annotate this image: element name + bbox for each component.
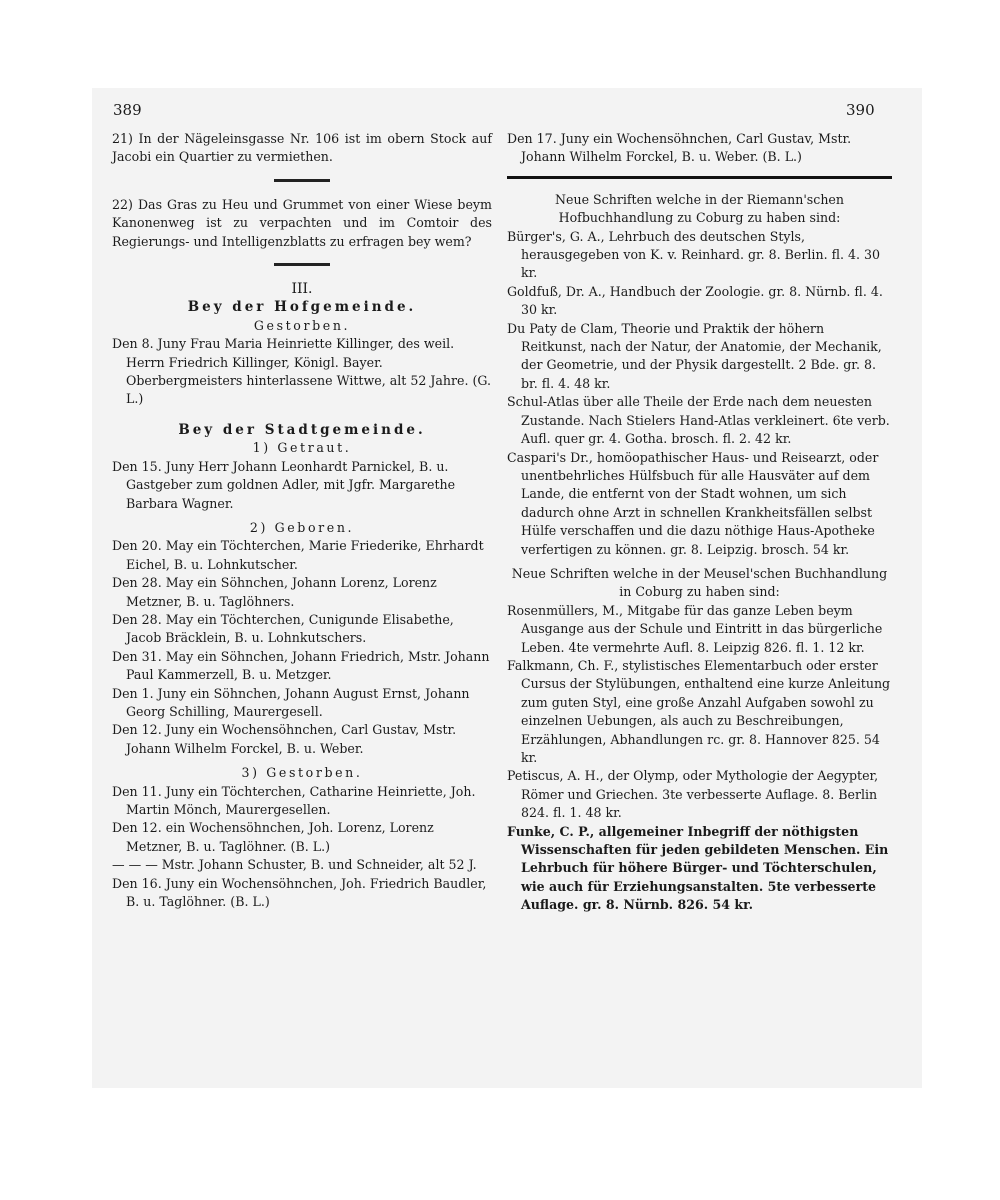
gestorben-heading: 3) Gestorben. <box>241 765 363 781</box>
hofgemeinde-heading: Bey der Hofgemeinde. <box>187 299 417 316</box>
book-listing: Falkmann, Ch. F., stylistisches Elementarbuch oder erster Cursus der Stylübungen, enthaltend eine kurze Anleitung zum guten Styl, eine große Anzahl Aufgaben sowohl zu einzelnen Uebungen, als auch zu Beschreibungen, Erzählungen, Abhandlungen rc. gr. 8. Hannover 825. 54 kr. <box>507 657 891 765</box>
left-column <box>112 130 492 911</box>
birth-entry: Den 28. May ein Söhnchen, Johann Lorenz, Lorenz Metzner, B. u. Taglöhners. <box>112 575 437 609</box>
notice-21: 21) In der Nägeleinsgasse Nr. 106 ist im obern Stock auf Jacobi ein Quartier zu vermiethen. <box>112 131 492 165</box>
notice-22: 22) Das Gras zu Heu und Grummet von einer Wiese beym Kanonenweg ist zu verpachten und im Comtoir des Regierungs- und Intelligenzblatts zu erfragen bey wem? <box>112 196 492 249</box>
hof-death-entry: Den 8. Juny Frau Maria Heinriette Killinger, des weil. Herrn Friedrich Killinger, Königl. Bayer. Oberbergmeisters hinterlassene Wittwe, alt 52 Jahre. (G. L.) <box>112 336 492 407</box>
birth-entry: Den 20. May ein Töchterchen, Marie Friederike, Ehrhardt Eichel, B. u. Lohnkutscher. <box>112 538 484 572</box>
book-listing: Bürger's, G. A., Lehrbuch des deutschen Styls, herausgegeben von K. v. Reinhard. gr. 8. Berlin. fl. 4. 30 kr. <box>507 228 881 281</box>
stadtgemeinde-heading: Bey der Stadtgemeinde. <box>178 421 426 438</box>
book-listing: Schul-Atlas über alle Theile der Erde nach dem neuesten Zustande. Nach Stielers Hand-Atlas verkleinert. 6te verb. Aufl. quer gr. 4. Gotha. brosch. fl. 2. 42 kr. <box>507 394 890 447</box>
page-number-left: 389 <box>113 101 142 119</box>
birth-entry: Den 28. May ein Töchterchen, Cunigunde Elisabethe, Jacob Bräcklein, B. u. Lohnkutschers. <box>112 611 454 646</box>
getraut-heading: 1) Getraut. <box>252 440 352 456</box>
book-listing: Goldfuß, Dr. A., Handbuch der Zoologie. gr. 8. Nürnb. fl. 4. 30 kr. <box>507 283 883 318</box>
hof-gestorben-heading: Gestorben. <box>253 317 351 333</box>
birth-entry: Den 12. Juny ein Wochensöhnchen, Carl Gustav, Mstr. Johann Wilhelm Forckel, B. u. Weber. <box>112 722 457 756</box>
death-entry: — — — Mstr. Johann Schuster, B. und Schneider, alt 52 J. <box>112 857 477 873</box>
death-entry: Den 16. Juny ein Wochensöhnchen, Joh. Friedrich Baudler, B. u. Taglöhner. (B. L.) <box>112 875 487 910</box>
separator-rule <box>274 179 330 182</box>
book-listing: Rosenmüllers, M., Mitgabe für das ganze Leben beym Ausgange aus der Schule und Eintritt in das bürgerliche Leben. 4te vermehrte Aufl. 8. Leipzig 826. fl. 1. 12 kr. <box>507 602 883 655</box>
book-listing: Funke, C. P., allgemeiner Inbegriff der nöthigsten Wissenschaften für jeden gebildeten Menschen. Ein Lehrbuch für höhere Bürger- und Töchterschulen, wie auch für Erziehungsanstalten. 5te verbesserte Auflage. gr. 8. Nürnb. 826. 54 kr. <box>507 823 889 913</box>
geboren-heading: 2) Geboren. <box>249 519 355 535</box>
death-entry: Den 11. Juny ein Töchterchen, Catharine Heinriette, Joh. Martin Mönch, Maurergesellen. <box>112 783 476 817</box>
meusel-bookshop-heading: Neue Schriften welche in der Meusel'schen Buchhandlung in Coburg zu haben sind: <box>511 565 888 600</box>
birth-entry: Den 31. May ein Söhnchen, Johann Friedrich, Mstr. Johann Paul Kammerzell, B. u. Metzger. <box>112 648 490 683</box>
separator-rule <box>274 263 330 266</box>
page-number-right: 390 <box>846 101 875 119</box>
marriage-entry: Den 15. Juny Herr Johann Leonhardt Parnickel, B. u. Gastgeber zum goldnen Adler, mit Jgfr. Margarethe Barbara Wagner. <box>112 458 456 511</box>
birth-entry-continued: Den 17. Juny ein Wochensöhnchen, Carl Gustav, Mstr. Johann Wilhelm Forckel, B. u. Weber. (B. L.) <box>507 131 852 165</box>
section-rule <box>507 176 892 179</box>
riemann-bookshop-heading: Neue Schriften welche in der Riemann'schen Hofbuchhandlung zu Coburg zu haben sind: <box>554 191 845 226</box>
book-listing: Du Paty de Clam, Theorie und Praktik der höhern Reitkunst, nach der Natur, der Anatomie, der Mechanik, der Geometrie, und der Physik dargestellt. 2 Bde. gr. 8. br. fl. 4. 48 kr. <box>507 320 882 391</box>
birth-entry: Den 1. Juny ein Söhnchen, Johann August Ernst, Johann Georg Schilling, Maurergesell. <box>112 685 470 719</box>
death-entry: Den 12. ein Wochensöhnchen, Joh. Lorenz, Lorenz Metzner, B. u. Taglöhner. (B. L.) <box>112 820 434 854</box>
book-listing: Petiscus, A. H., der Olymp, oder Mythologie der Aegypter, Römer und Griechen. 3te verbesserte Auflage. 8. Berlin 824. fl. 1. 48 kr. <box>507 768 879 821</box>
book-listing: Caspari's Dr., homöopathischer Haus- und Reisearzt, oder unentbehrliches Hülfsbuch für alle Hausväter auf dem Lande, die entfernt von der Stadt wohnen, um sich dadurch ohne Arzt in schnellen Krankheitsfällen selbst Hülfe verschaffen und die dazu nöthige Haus-Apotheke verfertigen zu können. gr. 8. Leipzig. brosch. 54 kr. <box>507 449 879 557</box>
right-column <box>507 130 892 915</box>
section-number: III. <box>291 281 313 298</box>
